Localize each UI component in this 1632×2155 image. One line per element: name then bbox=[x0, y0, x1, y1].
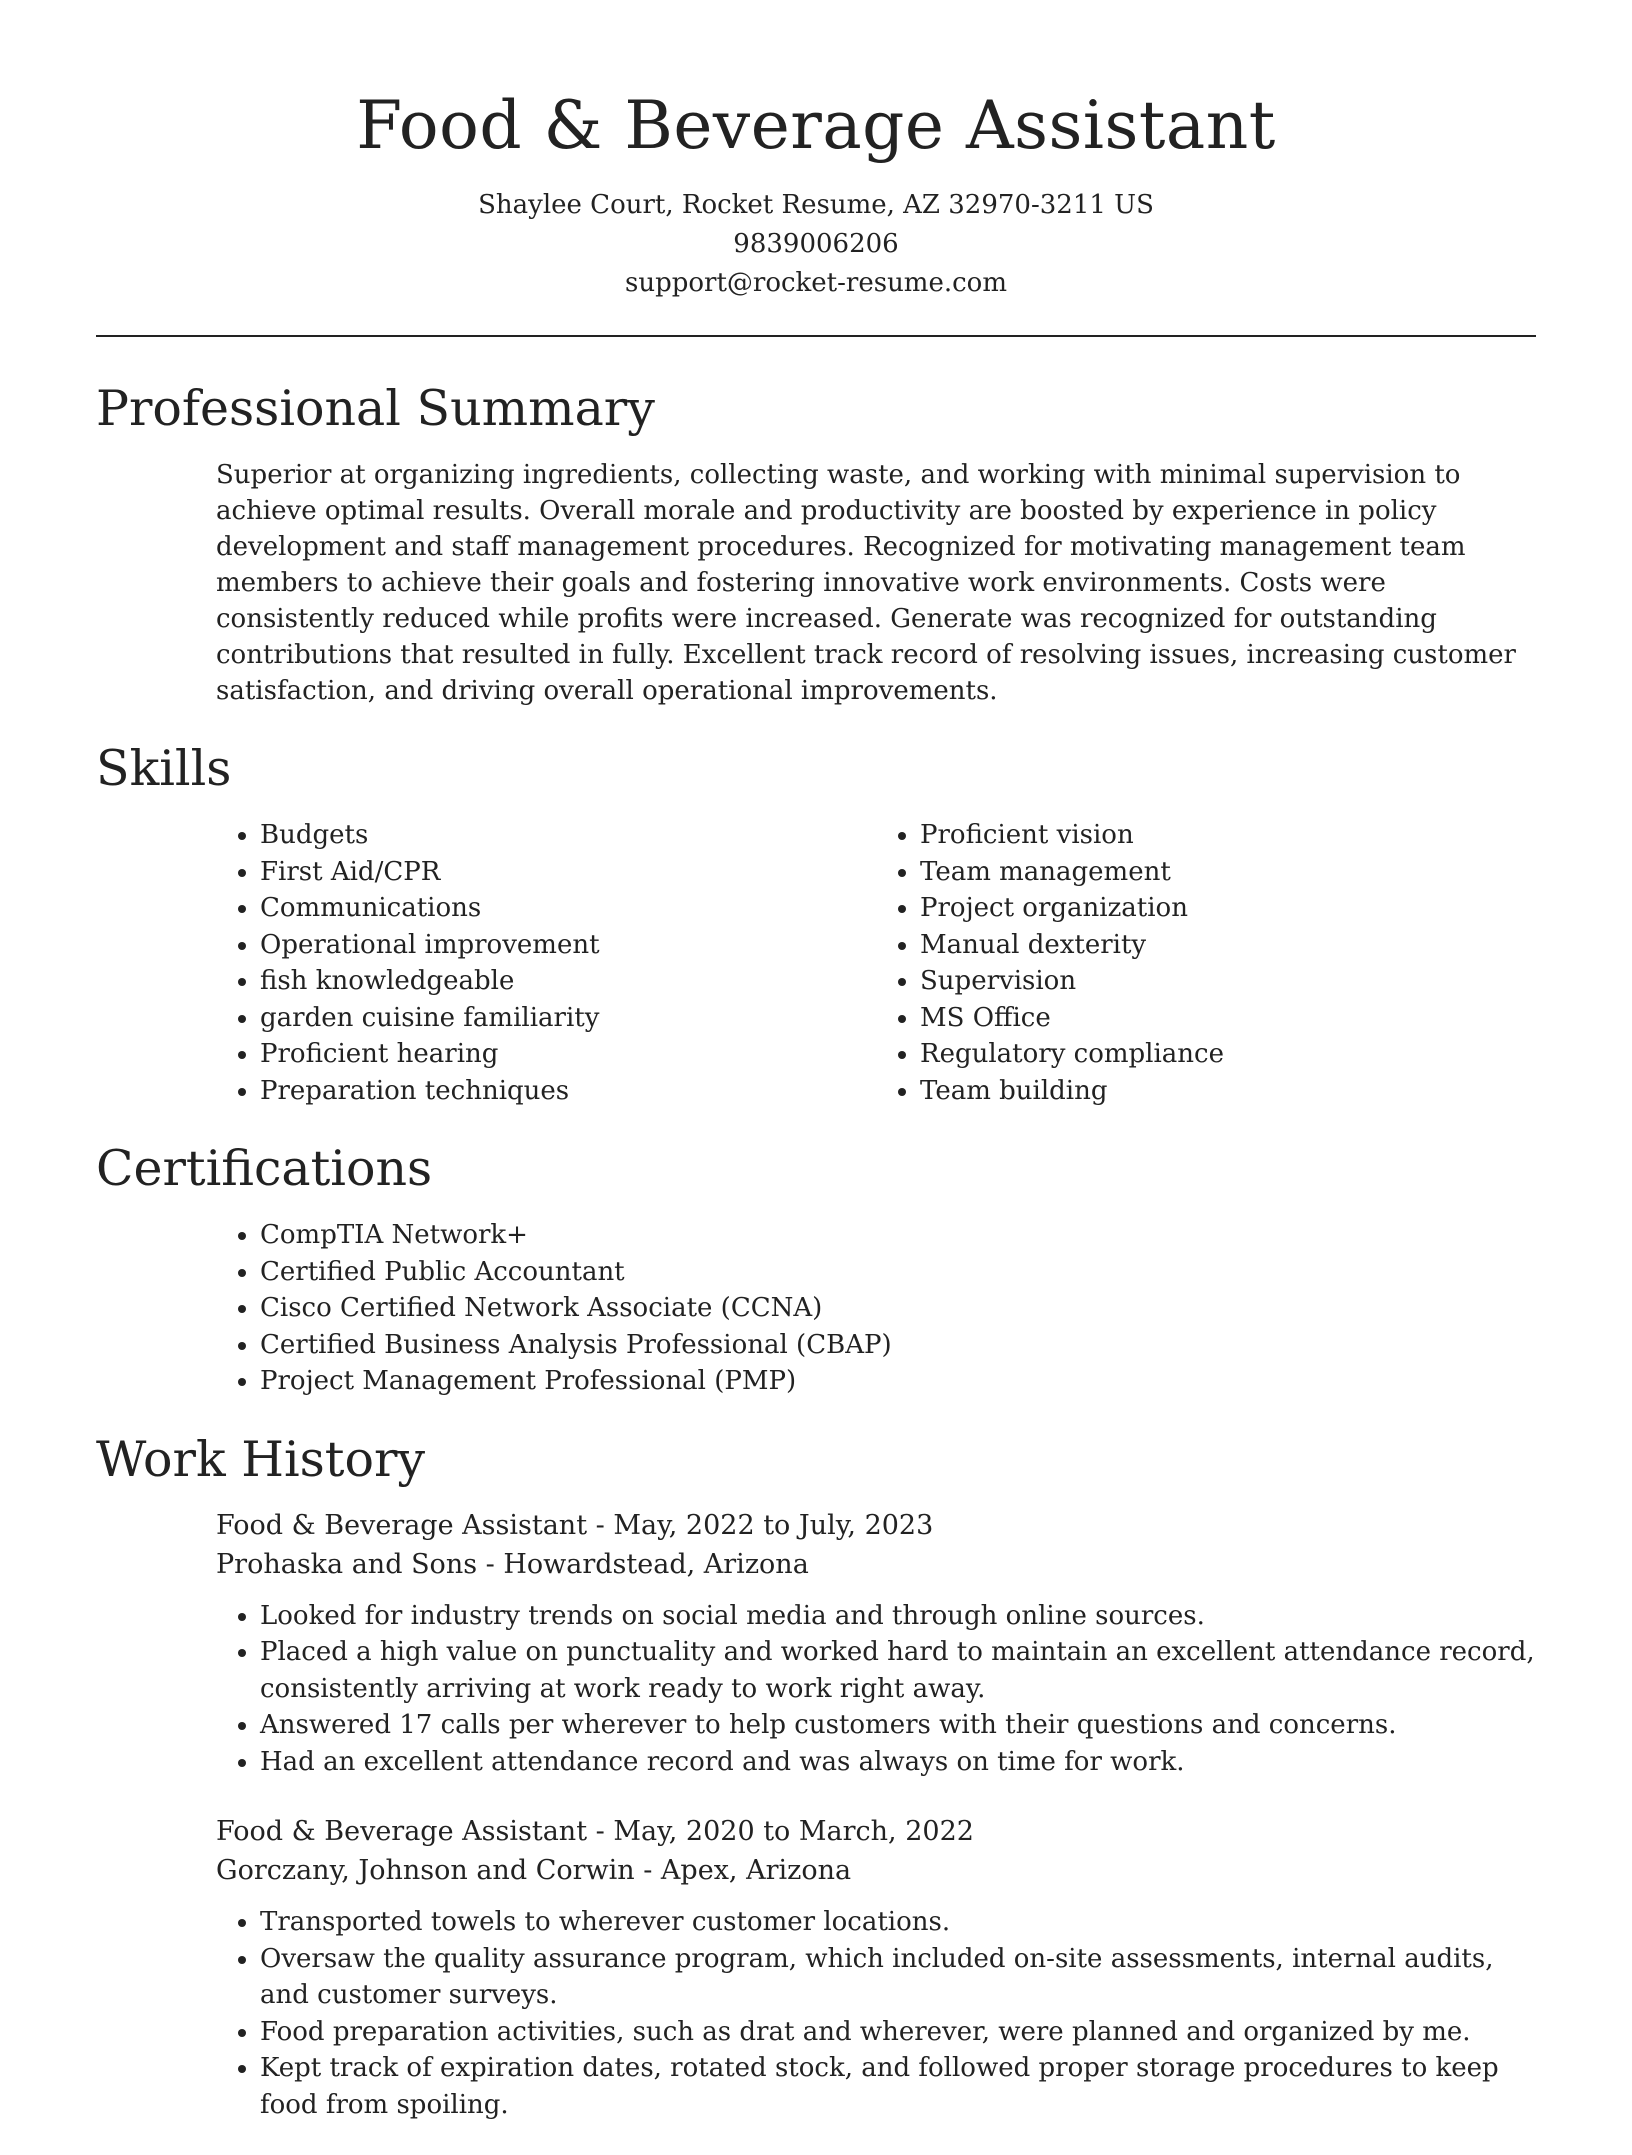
job-bullets bbox=[216, 1904, 1536, 2123]
list-item: • garden cuisine familiarity bbox=[260, 1000, 876, 1037]
list-item: • Oversaw the quality assurance program, which included on-site assessments, internal audits, and customer surveys. bbox=[260, 1941, 1536, 2014]
resume-page bbox=[96, 0, 1536, 2155]
list-item: • Proficient vision bbox=[920, 817, 1536, 854]
list-item: • Looked for industry trends on social media and through online sources. bbox=[260, 1598, 1536, 1635]
contact-phone: 9839006206 bbox=[733, 229, 899, 259]
list-item: • Answered 17 calls per wherever to help customers with their questions and concerns. bbox=[260, 1707, 1536, 1744]
summary-title: Professional Summary bbox=[96, 380, 655, 437]
list-item: • Team management bbox=[920, 854, 1536, 891]
job-entry bbox=[216, 1812, 1536, 2123]
skills-grid bbox=[216, 817, 1536, 1109]
job-title-line: Food & Beverage Assistant - May, 2020 to March, 2022 bbox=[216, 1816, 974, 1847]
list-item: • Manual dexterity bbox=[920, 927, 1536, 964]
contact-info bbox=[96, 186, 1536, 303]
list-item: • Proficient hearing bbox=[260, 1036, 876, 1073]
job-company-line: Prohaska and Sons - Howardstead, Arizona bbox=[216, 1548, 809, 1580]
list-item: • Regulatory compliance bbox=[920, 1036, 1536, 1073]
skills-list-right bbox=[876, 817, 1536, 1109]
skills-list-left bbox=[216, 817, 876, 1109]
list-item: • Placed a high value on punctuality and worked hard to maintain an excellent attendance record, consistently arriving at work ready to work right away. bbox=[260, 1634, 1536, 1707]
contact-address: Shaylee Court, Rocket Resume, AZ 32970-3211 US bbox=[478, 190, 1154, 220]
job-company-line: Gorczany, Johnson and Corwin - Apex, Arizona bbox=[216, 1855, 852, 1886]
skills-title: Skills bbox=[96, 740, 232, 797]
list-item: • Project organization bbox=[920, 890, 1536, 927]
list-item: • Had an excellent attendance record and was always on time for work. bbox=[260, 1744, 1536, 1781]
list-item: • Team building bbox=[920, 1073, 1536, 1110]
contact-email: support@rocket-resume.com bbox=[624, 268, 1007, 298]
list-item: • Project Management Professional (PMP) bbox=[260, 1363, 1536, 1400]
job-entry bbox=[216, 1506, 1536, 1781]
list-item: • MS Office bbox=[920, 1000, 1536, 1037]
certifications-title: Certifications bbox=[96, 1140, 433, 1197]
list-item: • Operational improvement bbox=[260, 927, 876, 964]
job-title-line: Food & Beverage Assistant - May, 2022 to July, 2023 bbox=[216, 1509, 934, 1541]
list-item: • Communications bbox=[260, 890, 876, 927]
list-item: • Kept track of expiration dates, rotated stock, and followed proper storage procedures to keep food from spoiling. bbox=[260, 2050, 1536, 2123]
header-divider bbox=[96, 335, 1536, 337]
list-item: • Transported towels to wherever customer locations. bbox=[260, 1904, 1536, 1941]
list-item: • First Aid/CPR bbox=[260, 854, 876, 891]
list-item: • Cisco Certified Network Associate (CCNA) bbox=[260, 1290, 1536, 1327]
work-history-title: Work History bbox=[96, 1430, 426, 1488]
list-item: • Food preparation activities, such as drat and wherever, were planned and organized by me. bbox=[260, 2014, 1536, 2051]
list-item: • Certified Public Accountant bbox=[260, 1254, 1536, 1291]
list-item: • Preparation techniques bbox=[260, 1073, 876, 1110]
list-item: • fish knowledgeable bbox=[260, 963, 876, 1000]
job-bullets bbox=[216, 1598, 1536, 1781]
list-item: • Supervision bbox=[920, 963, 1536, 1000]
list-item: • CompTIA Network+ bbox=[260, 1217, 1536, 1254]
certifications-list bbox=[216, 1217, 1536, 1400]
resume-name: Food & Beverage Assistant bbox=[356, 87, 1276, 164]
summary-text: Superior at organizing ingredients, collecting waste, and working with minimal supervision to achieve optimal results. Overall morale and productivity are boosted by experience in policy development and staff management procedures. Recognized for motivating management team members to achieve their goals and fostering innovative work environments. Costs were consistently reduced while profits were increased. Generate was recognized for outstanding contributions that resulted in fully. Excellent track record of resolving issues, increasing customer satisfaction, and driving overall operational improvements. bbox=[216, 460, 1516, 706]
list-item: • Budgets bbox=[260, 817, 876, 854]
resume-header bbox=[96, 0, 1536, 303]
list-item: • Certified Business Analysis Professional (CBAP) bbox=[260, 1327, 1536, 1364]
